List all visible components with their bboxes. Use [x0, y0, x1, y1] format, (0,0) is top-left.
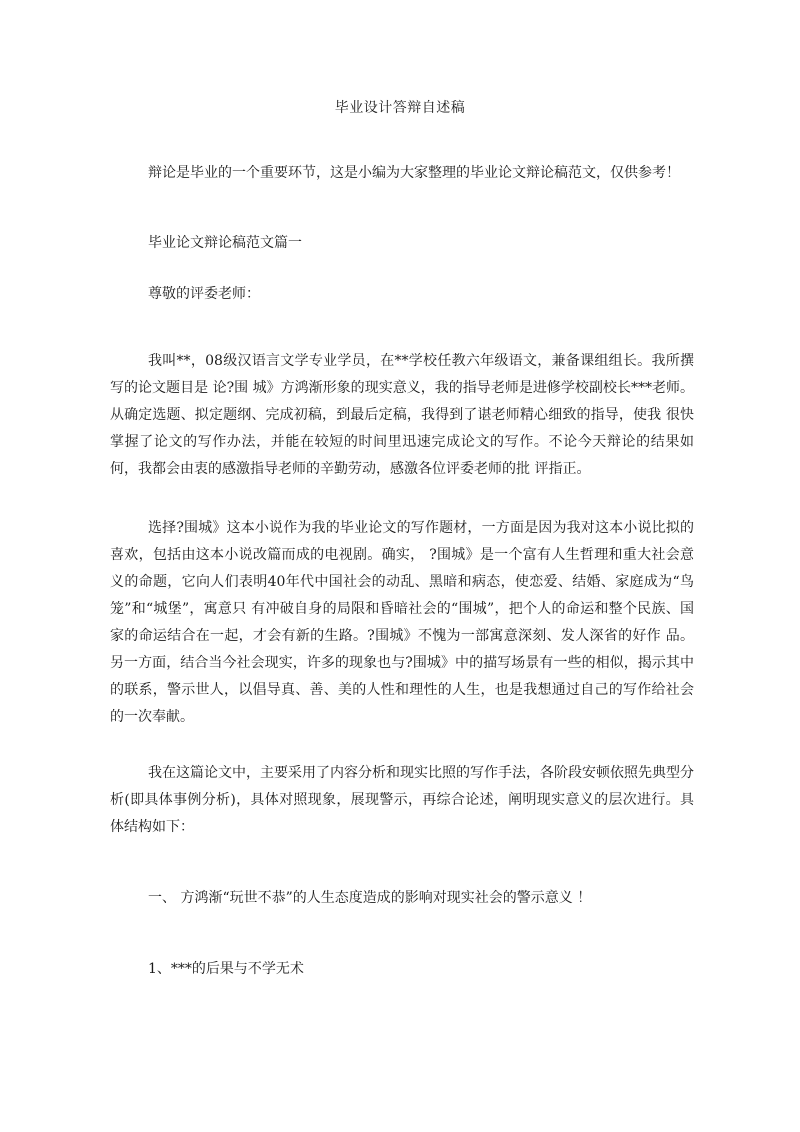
outline-item-1: 一、 方鸿渐“玩世不恭”的人生态度造成的影响对现实社会的警示意义 ！	[148, 890, 592, 906]
document-title: 毕业设计答辩自述稿	[334, 100, 466, 116]
section-heading: 毕业论文辩论稿范文篇一	[148, 235, 302, 251]
salutation: 尊敬的评委老师：	[148, 286, 260, 302]
paragraph-topic-choice: 选择?围城》这本小说作为我的毕业论文的写作题材，一方面是因为我对这本小说比拟的喜欢，包括由这本小说改篇而成的电视剧。确实， ?围城》是一个富有人生哲理和重大社会意义的命题，它向人们表明40年代中国社会的动乱、黑暗和病态，使恋爱、结婚、家庭成为“鸟笼”和“城堡”，寓意只 有冲破自身的局限和昏暗社会的“围城”，把个人的命运和整个民族、国家的命运结合在一起，才会有新的生路。?围城》不愧为一部寓意深刻、发人深省的好作 品。另一方面，结合当今社会现实，许多的现象也与?围城》中的描写场景有一些的相似，揭示其中的联系，警示世人，以倡导真、善、美的人性和理性的人生，也是我想通过自己的写作给社会的一次奉献。	[110, 520, 694, 725]
paragraph-method: 我在这篇论文中，主要采用了内容分析和现实比照的写作手法，各阶段安顿依照先典型分析(即具体事例分析)，具体对照现象，展现警示，再综合论述，阐明现实意义的层次进行。具体结构如下：	[110, 765, 694, 835]
paragraph-self-introduction: 我叫**，08级汉语言文学专业学员，在**学校任教六年级语文，兼备课组组长。我所撰写的论文题目是 论?围 城》方鸿渐形象的现实意义，我的指导老师是进修学校副校长***老师。从确定选题、拟定题纲、完成初稿，到最后定稿，我得到了谌老师精心细致的指导，使我 很快掌握了论文的写作办法，并能在较短的时间里迅速完成论文的写作。不论今天辩论的结果如何，我都会由衷的感激指导老师的辛勤劳动，感激各位评委老师的批 评指正。	[110, 353, 694, 477]
intro-paragraph: 辩论是毕业的一个重要环节，这是小编为大家整理的毕业论文辩论稿范文，仅供参考！	[148, 165, 680, 181]
outline-subitem-1: 1、***的后果与不学无术	[148, 961, 304, 977]
